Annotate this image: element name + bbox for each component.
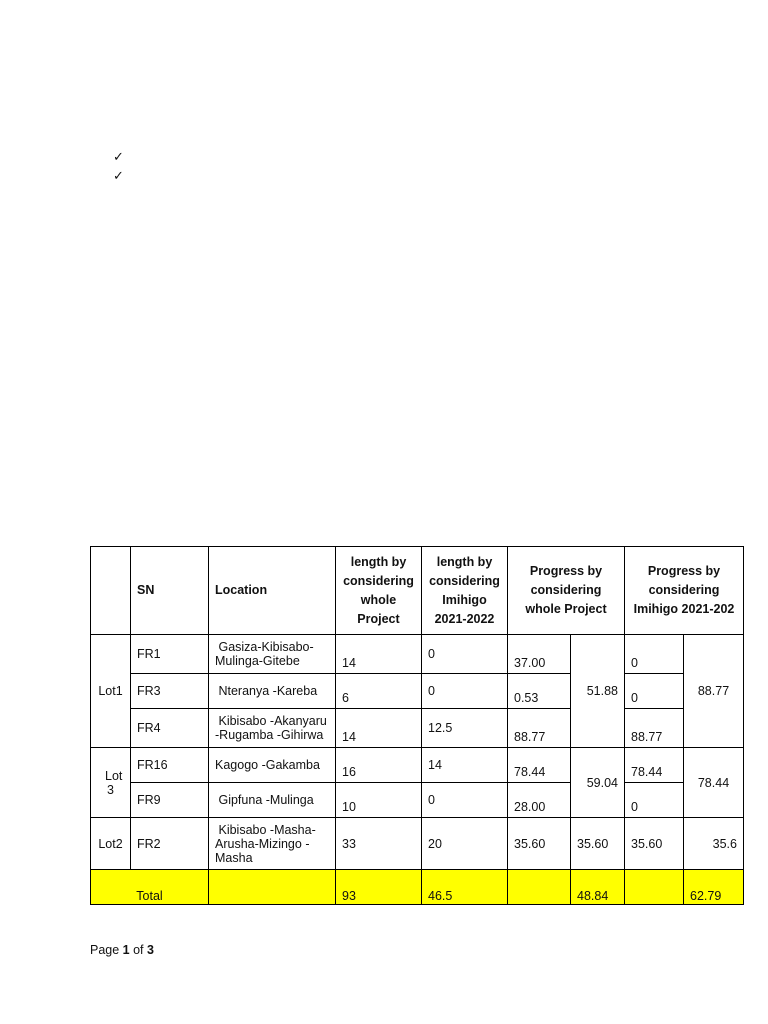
length-whole-cell: 14 — [336, 709, 422, 748]
progress-imihigo-cell: 0 — [625, 674, 684, 709]
lot-cell: Lot2 — [91, 818, 131, 870]
total-row — [91, 870, 744, 905]
location-cell: Gipfuna -Mulinga — [209, 783, 336, 818]
location-cell: Kibisabo -Akanyaru -Rugamba -Gihirwa — [209, 709, 336, 748]
lot-header — [91, 547, 131, 635]
length-whole-cell: 10 — [336, 783, 422, 818]
progress-imihigo-cell: 35.60 — [625, 818, 684, 870]
progress-whole-average: 35.60 — [571, 818, 625, 870]
checkmark-icon: ✓ — [113, 169, 124, 184]
total-length-imihigo: 46.5 — [422, 870, 508, 905]
sn-header: SN — [131, 547, 209, 635]
length-imihigo-cell: 0 — [422, 783, 508, 818]
progress-imihigo-cell: 0 — [625, 635, 684, 674]
table-row — [91, 748, 744, 783]
location-cell: Gasiza-Kibisabo-Mulinga-Gitebe — [209, 635, 336, 674]
table-row — [91, 635, 744, 674]
table-row — [91, 783, 744, 818]
length-imihigo-header: length by considering Imihigo 2021-2022 — [422, 547, 508, 635]
sn-cell: FR1 — [131, 635, 209, 674]
progress-whole-cell: 35.60 — [508, 818, 571, 870]
progress-table — [90, 546, 744, 905]
progress-whole-cell: 28.00 — [508, 783, 571, 818]
location-header: Location — [209, 547, 336, 635]
length-imihigo-cell: 14 — [422, 748, 508, 783]
length-whole-cell: 6 — [336, 674, 422, 709]
length-imihigo-cell: 0 — [422, 674, 508, 709]
checklist — [113, 148, 124, 186]
progress-imihigo-average: 35.6 — [684, 818, 744, 870]
sn-cell: FR9 — [131, 783, 209, 818]
progress-whole-average: 51.88 — [571, 635, 625, 748]
total-progress-whole-empty — [508, 870, 571, 905]
total-progress-imihigo-empty — [625, 870, 684, 905]
sn-cell: FR16 — [131, 748, 209, 783]
location-cell: Kagogo -Gakamba — [209, 748, 336, 783]
length-imihigo-cell: 0 — [422, 635, 508, 674]
sn-cell: FR4 — [131, 709, 209, 748]
progress-imihigo-average: 78.44 — [684, 748, 744, 818]
lot-cell: Lot 3 — [91, 748, 131, 818]
total-length-whole: 93 — [336, 870, 422, 905]
length-whole-header: length by considering whole Project — [336, 547, 422, 635]
total-progress-imihigo: 62.79 — [684, 870, 744, 905]
sn-cell: FR3 — [131, 674, 209, 709]
progress-whole-cell: 88.77 — [508, 709, 571, 748]
progress-whole-cell: 37.00 — [508, 635, 571, 674]
progress-whole-cell: 78.44 — [508, 748, 571, 783]
progress-whole-average: 59.04 — [571, 748, 625, 818]
page-total: 3 — [147, 943, 154, 957]
length-whole-cell: 14 — [336, 635, 422, 674]
total-label: Total — [91, 870, 209, 905]
table-row — [91, 674, 744, 709]
page-of: of — [129, 943, 147, 957]
lot-cell: Lot1 — [91, 635, 131, 748]
progress-whole-cell: 0.53 — [508, 674, 571, 709]
location-cell: Kibisabo -Masha-Arusha-Mizingo -Masha — [209, 818, 336, 870]
length-imihigo-cell: 12.5 — [422, 709, 508, 748]
table-row — [91, 818, 744, 870]
page-prefix: Page — [90, 943, 123, 957]
progress-whole-header: Progress by considering whole Project — [508, 547, 625, 635]
location-cell: Nteranya -Kareba — [209, 674, 336, 709]
length-whole-cell: 16 — [336, 748, 422, 783]
progress-imihigo-header: Progress by considering Imihigo 2021-202 — [625, 547, 744, 635]
header-row — [91, 547, 744, 635]
progress-imihigo-cell: 0 — [625, 783, 684, 818]
checkmark-icon: ✓ — [113, 150, 124, 165]
length-imihigo-cell: 20 — [422, 818, 508, 870]
progress-imihigo-cell: 78.44 — [625, 748, 684, 783]
sn-cell: FR2 — [131, 818, 209, 870]
progress-imihigo-cell: 88.77 — [625, 709, 684, 748]
page-footer — [90, 943, 154, 957]
length-whole-cell: 33 — [336, 818, 422, 870]
page-number: 1 — [122, 943, 130, 957]
table-row — [91, 709, 744, 748]
progress-imihigo-average: 88.77 — [684, 635, 744, 748]
total-location-cell — [209, 870, 336, 905]
total-progress-whole: 48.84 — [571, 870, 625, 905]
